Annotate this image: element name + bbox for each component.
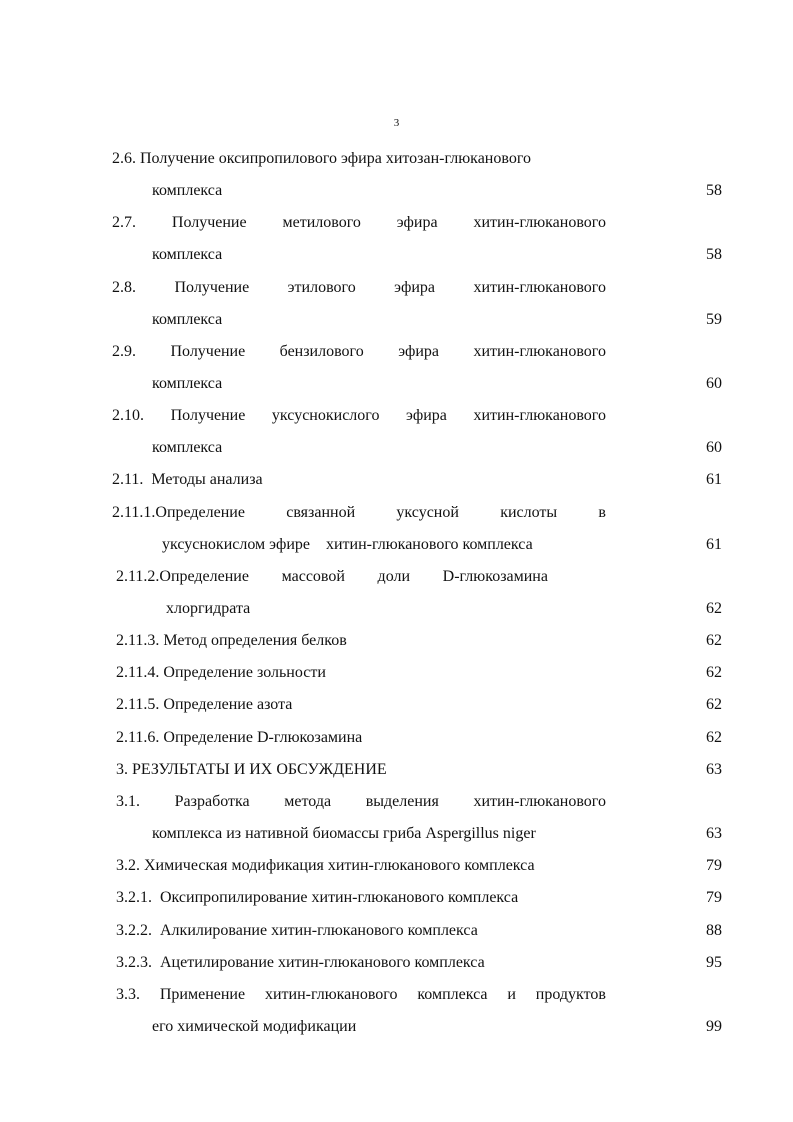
toc-entry-3-2-2-page: 88 xyxy=(706,922,722,939)
toc-entry-2-10-title: 2.10. Получение уксуснокислого эфира хитин-глюканового xyxy=(112,407,606,424)
toc-entry-2-11-6-page: 62 xyxy=(706,729,722,746)
toc-entry-3-1-cont: комплекса из нативной биомассы гриба Aspergillus niger xyxy=(152,825,536,842)
toc-entry-2-11-4-title: 2.11.4. Определение зольности xyxy=(116,664,326,681)
toc-entry-2-11-1-title: 2.11.1.Определение связанной уксусной кислоты в xyxy=(112,504,606,521)
toc-entry-2-8-page: 59 xyxy=(706,311,722,328)
toc-entry-2-9-cont: комплекса xyxy=(152,375,223,392)
toc-entry-2-11-title: 2.11. Методы анализа xyxy=(112,471,263,488)
toc-entry-3-title: 3. РЕЗУЛЬТАТЫ И ИХ ОБСУЖДЕНИЕ xyxy=(116,761,387,778)
toc-entry-2-11-page: 61 xyxy=(706,471,722,488)
toc-entry-2-11-4-page: 62 xyxy=(706,664,722,681)
toc-entry-3-2-2-title: 3.2.2. Алкилирование хитин-глюканового комплекса xyxy=(116,922,478,939)
toc-entry-3-2-title: 3.2. Химическая модификация хитин-глюканового комплекса xyxy=(116,857,535,874)
toc-entry-2-6-cont: комплекса xyxy=(152,182,223,199)
toc-entry-2-11-5-title: 2.11.5. Определение азота xyxy=(116,696,293,713)
toc-entry-2-10-page: 60 xyxy=(706,439,722,456)
toc-entry-3-page: 63 xyxy=(706,761,722,778)
toc-entry-2-11-3-page: 62 xyxy=(706,632,722,649)
toc-entry-2-11-1-cont: уксуснокислом эфире хитин-глюканового комплекса xyxy=(162,536,533,553)
page-number: 3 xyxy=(393,117,400,129)
toc-entry-2-6-title: 2.6. Получение оксипропилового эфира хитозан-глюканового xyxy=(112,150,531,167)
toc-entry-2-6-page: 58 xyxy=(706,182,722,199)
toc-entry-3-2-3-page: 95 xyxy=(706,954,722,971)
toc-entry-3-1-title: 3.1. Разработка метода выделения хитин-глюканового xyxy=(116,793,606,810)
toc-entry-2-10-cont: комплекса xyxy=(152,439,223,456)
toc-entry-2-7-title: 2.7. Получение метилового эфира хитин-глюканового xyxy=(112,214,606,231)
toc-entry-2-11-1-page: 61 xyxy=(706,536,722,553)
toc-entry-2-11-6-title: 2.11.6. Определение D-глюкозамина xyxy=(116,729,363,746)
toc-entry-2-11-2-page: 62 xyxy=(706,600,722,617)
toc-entry-2-9-title: 2.9. Получение бензилового эфира хитин-глюканового xyxy=(112,343,606,360)
toc-entry-3-2-1-page: 79 xyxy=(706,889,722,906)
toc-entry-2-9-page: 60 xyxy=(706,375,722,392)
toc-entry-2-11-3-title: 2.11.3. Метод определения белков xyxy=(116,632,347,649)
toc-entry-2-8-cont: комплекса xyxy=(152,311,223,328)
toc-entry-2-8-title: 2.8. Получение этилового эфира хитин-глюканового xyxy=(112,279,606,296)
toc-entry-3-3-cont: его химической модификации xyxy=(152,1018,357,1035)
toc-entry-2-7-cont: комплекса xyxy=(152,246,223,263)
toc-entry-3-2-1-title: 3.2.1. Оксипропилирование хитин-глюканового комплекса xyxy=(116,889,519,906)
toc-entry-3-2-page: 79 xyxy=(706,857,722,874)
toc-entry-3-3-title: 3.3. Применение хитин-глюканового комплекса и продуктов xyxy=(116,986,606,1003)
toc-entry-3-2-3-title: 3.2.3. Ацетилирование хитин-глюканового комплекса xyxy=(116,954,485,971)
toc-entry-3-3-page: 99 xyxy=(706,1018,722,1035)
toc-entry-2-11-5-page: 62 xyxy=(706,696,722,713)
toc-entry-3-1-page: 63 xyxy=(706,825,722,842)
toc-entry-2-7-page: 58 xyxy=(706,246,722,263)
toc-entry-2-11-2-cont: хлоргидрата xyxy=(166,600,251,617)
toc-entry-2-11-2-title: 2.11.2.Определение массовой доли D-глюкозамина xyxy=(116,568,548,585)
